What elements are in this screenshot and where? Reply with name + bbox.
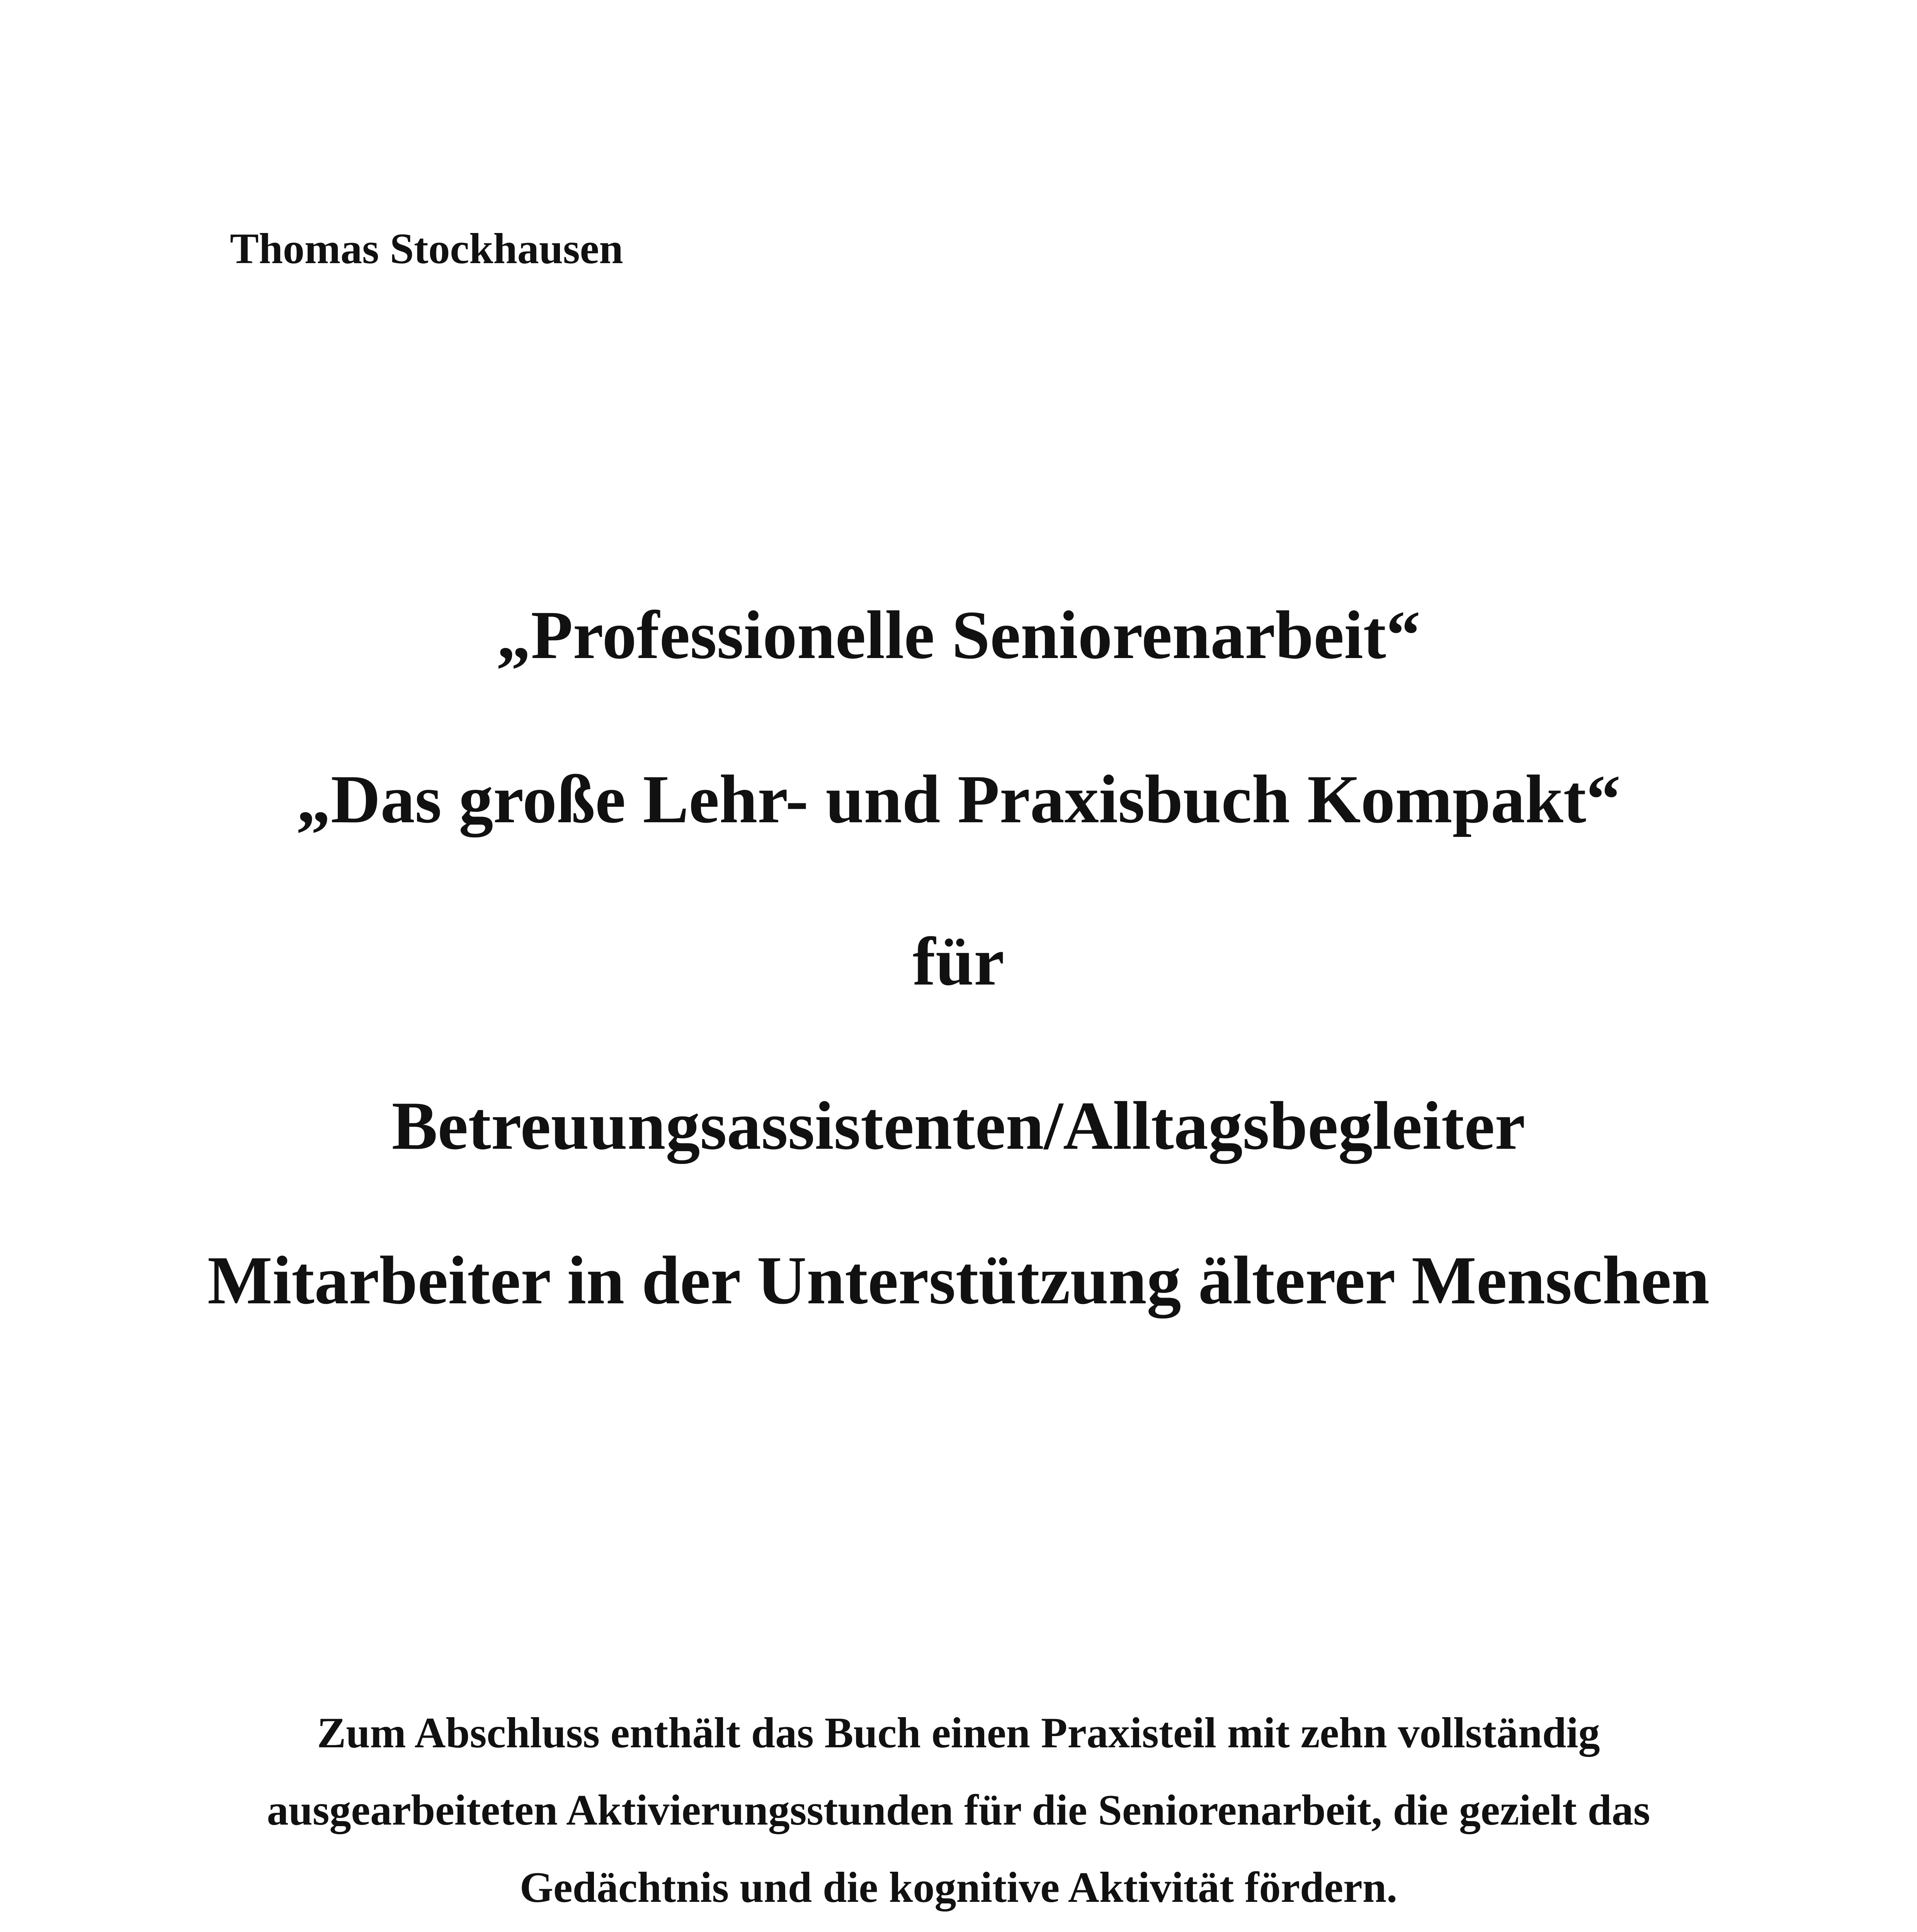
- title-line-5: Mitarbeiter in der Unterstützung älterer Menschen: [207, 1242, 1710, 1318]
- title-line-1: „Professionelle Seniorenarbeit“: [496, 597, 1421, 673]
- paragraph-1-line-3: Gedächtnis und die kognitive Aktivität fördern.: [519, 1864, 1398, 1912]
- author-name: Thomas Stockhausen: [230, 225, 623, 273]
- description-paragraph-1: [0, 1694, 1917, 1926]
- paragraph-1-line-2: ausgearbeiteten Aktivierungsstunden für die Seniorenarbeit, die gezielt das: [267, 1786, 1650, 1834]
- title-line-4: Betreuungsassistenten/Alltagsbegleiter: [391, 1087, 1526, 1164]
- title-line-2: „Das große Lehr- und Praxisbuch Kompakt“: [296, 761, 1621, 837]
- title-line-3: für: [912, 923, 1005, 1000]
- paragraph-1-line-1: Zum Abschluss enthält das Buch einen Praxisteil mit zehn vollständig: [317, 1709, 1600, 1757]
